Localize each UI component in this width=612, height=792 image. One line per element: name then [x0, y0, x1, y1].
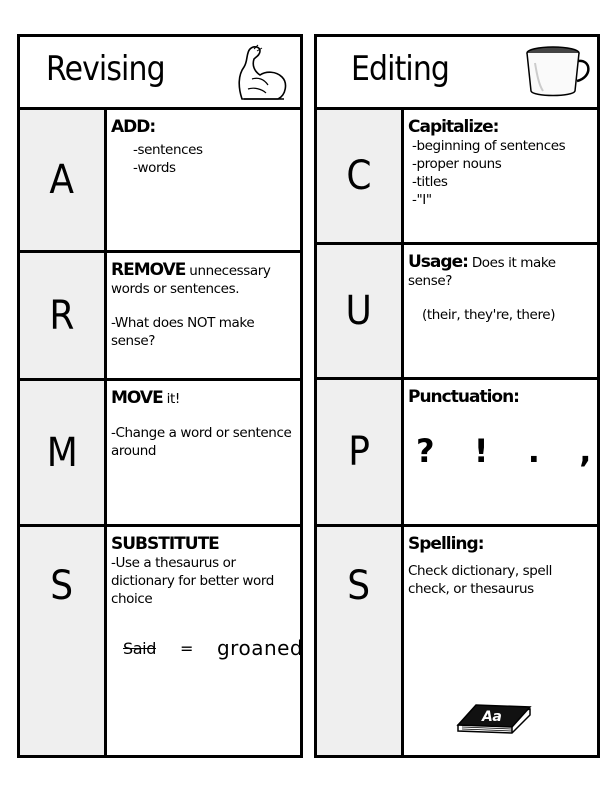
capitalize-heading: Capitalize:	[408, 117, 499, 137]
dict-label: Aa	[482, 709, 502, 725]
letter-cell	[317, 110, 404, 242]
move-line: -Change a word or sentence	[111, 425, 292, 442]
revising-row-remove	[20, 253, 300, 381]
comma-mark: ,	[579, 432, 591, 471]
example-crossed-word: Said	[123, 638, 156, 658]
move-line: around	[111, 443, 157, 460]
revising-panel	[17, 34, 303, 758]
editing-title: Editing	[351, 49, 450, 89]
content-cell	[404, 110, 597, 242]
editing-row-capitalize	[317, 110, 597, 245]
letter-c: C	[346, 153, 372, 199]
revising-row-substitute	[20, 527, 304, 755]
move-heading-rest: it!	[166, 391, 180, 407]
capitalize-item: -beginning of sentences	[412, 138, 566, 155]
content-cell	[107, 381, 300, 524]
example-better-word: groaned	[216, 635, 304, 660]
editing-row-spelling	[317, 527, 597, 755]
remove-line: -What does NOT make	[111, 315, 255, 332]
punctuation-heading: Punctuation:	[408, 387, 519, 407]
editing-row-usage	[317, 245, 597, 380]
usage-heading-rest: Does it make	[471, 255, 556, 271]
usage-example: (their, they're, there)	[422, 307, 556, 324]
letter-cell	[20, 527, 107, 755]
editing-header	[317, 37, 597, 110]
substitute-example	[111, 635, 303, 661]
letter-cell	[20, 253, 107, 378]
add-item-sentences: -sentences	[133, 142, 203, 159]
letter-cell	[317, 380, 404, 524]
punctuation-marks	[408, 430, 593, 472]
letter-s: S	[50, 563, 74, 609]
remove-heading: REMOVE	[111, 260, 186, 280]
substitute-heading: SUBSTITUTE	[111, 534, 219, 554]
content-cell	[404, 527, 597, 755]
letter-u: U	[345, 288, 373, 334]
usage-line: sense?	[408, 273, 452, 290]
capitalize-item: -proper nouns	[412, 156, 502, 173]
letter-s: S	[347, 563, 371, 609]
spelling-heading: Spelling:	[408, 534, 484, 554]
capitalize-item: -"I"	[412, 191, 432, 208]
substitute-line: choice	[111, 591, 153, 608]
content-cell	[404, 245, 597, 377]
remove-line: words or sentences.	[111, 281, 240, 298]
letter-cell	[20, 110, 107, 250]
example-equals: =	[179, 638, 193, 658]
content-cell	[107, 527, 307, 755]
add-heading: ADD:	[111, 117, 156, 137]
add-item-words: -words	[133, 160, 176, 177]
question-mark: ?	[416, 432, 435, 471]
content-cell	[404, 380, 597, 524]
remove-line: sense?	[111, 333, 155, 350]
letter-cell	[317, 527, 404, 755]
coffee-cup-icon	[521, 41, 591, 103]
editing-row-punctuation	[317, 380, 597, 527]
revising-title: Revising	[46, 49, 165, 89]
content-cell	[107, 253, 300, 378]
usage-heading: Usage:	[408, 252, 468, 272]
flexed-arm-icon	[224, 41, 294, 103]
move-heading: MOVE	[111, 388, 163, 408]
substitute-line: -Use a thesaurus or	[111, 555, 236, 572]
content-cell	[107, 110, 300, 250]
revising-row-add	[20, 110, 300, 253]
revising-header	[20, 37, 300, 110]
spelling-line: Check dictionary, spell	[408, 563, 553, 580]
spelling-line: check, or thesaurus	[408, 581, 534, 598]
editing-panel	[314, 34, 600, 758]
letter-cell	[317, 245, 404, 377]
letter-a: A	[49, 157, 75, 203]
letter-r: R	[49, 292, 75, 339]
exclamation-mark: !	[473, 432, 489, 471]
revising-row-move	[20, 381, 300, 527]
substitute-line: dictionary for better word	[111, 573, 274, 590]
letter-cell	[20, 381, 107, 524]
dictionary-book-icon	[454, 675, 534, 735]
letter-p: P	[348, 429, 370, 475]
letter-m: M	[46, 429, 78, 476]
capitalize-item: -titles	[412, 174, 448, 191]
period-mark: .	[527, 432, 540, 471]
remove-heading-rest: unnecessary	[189, 263, 271, 279]
